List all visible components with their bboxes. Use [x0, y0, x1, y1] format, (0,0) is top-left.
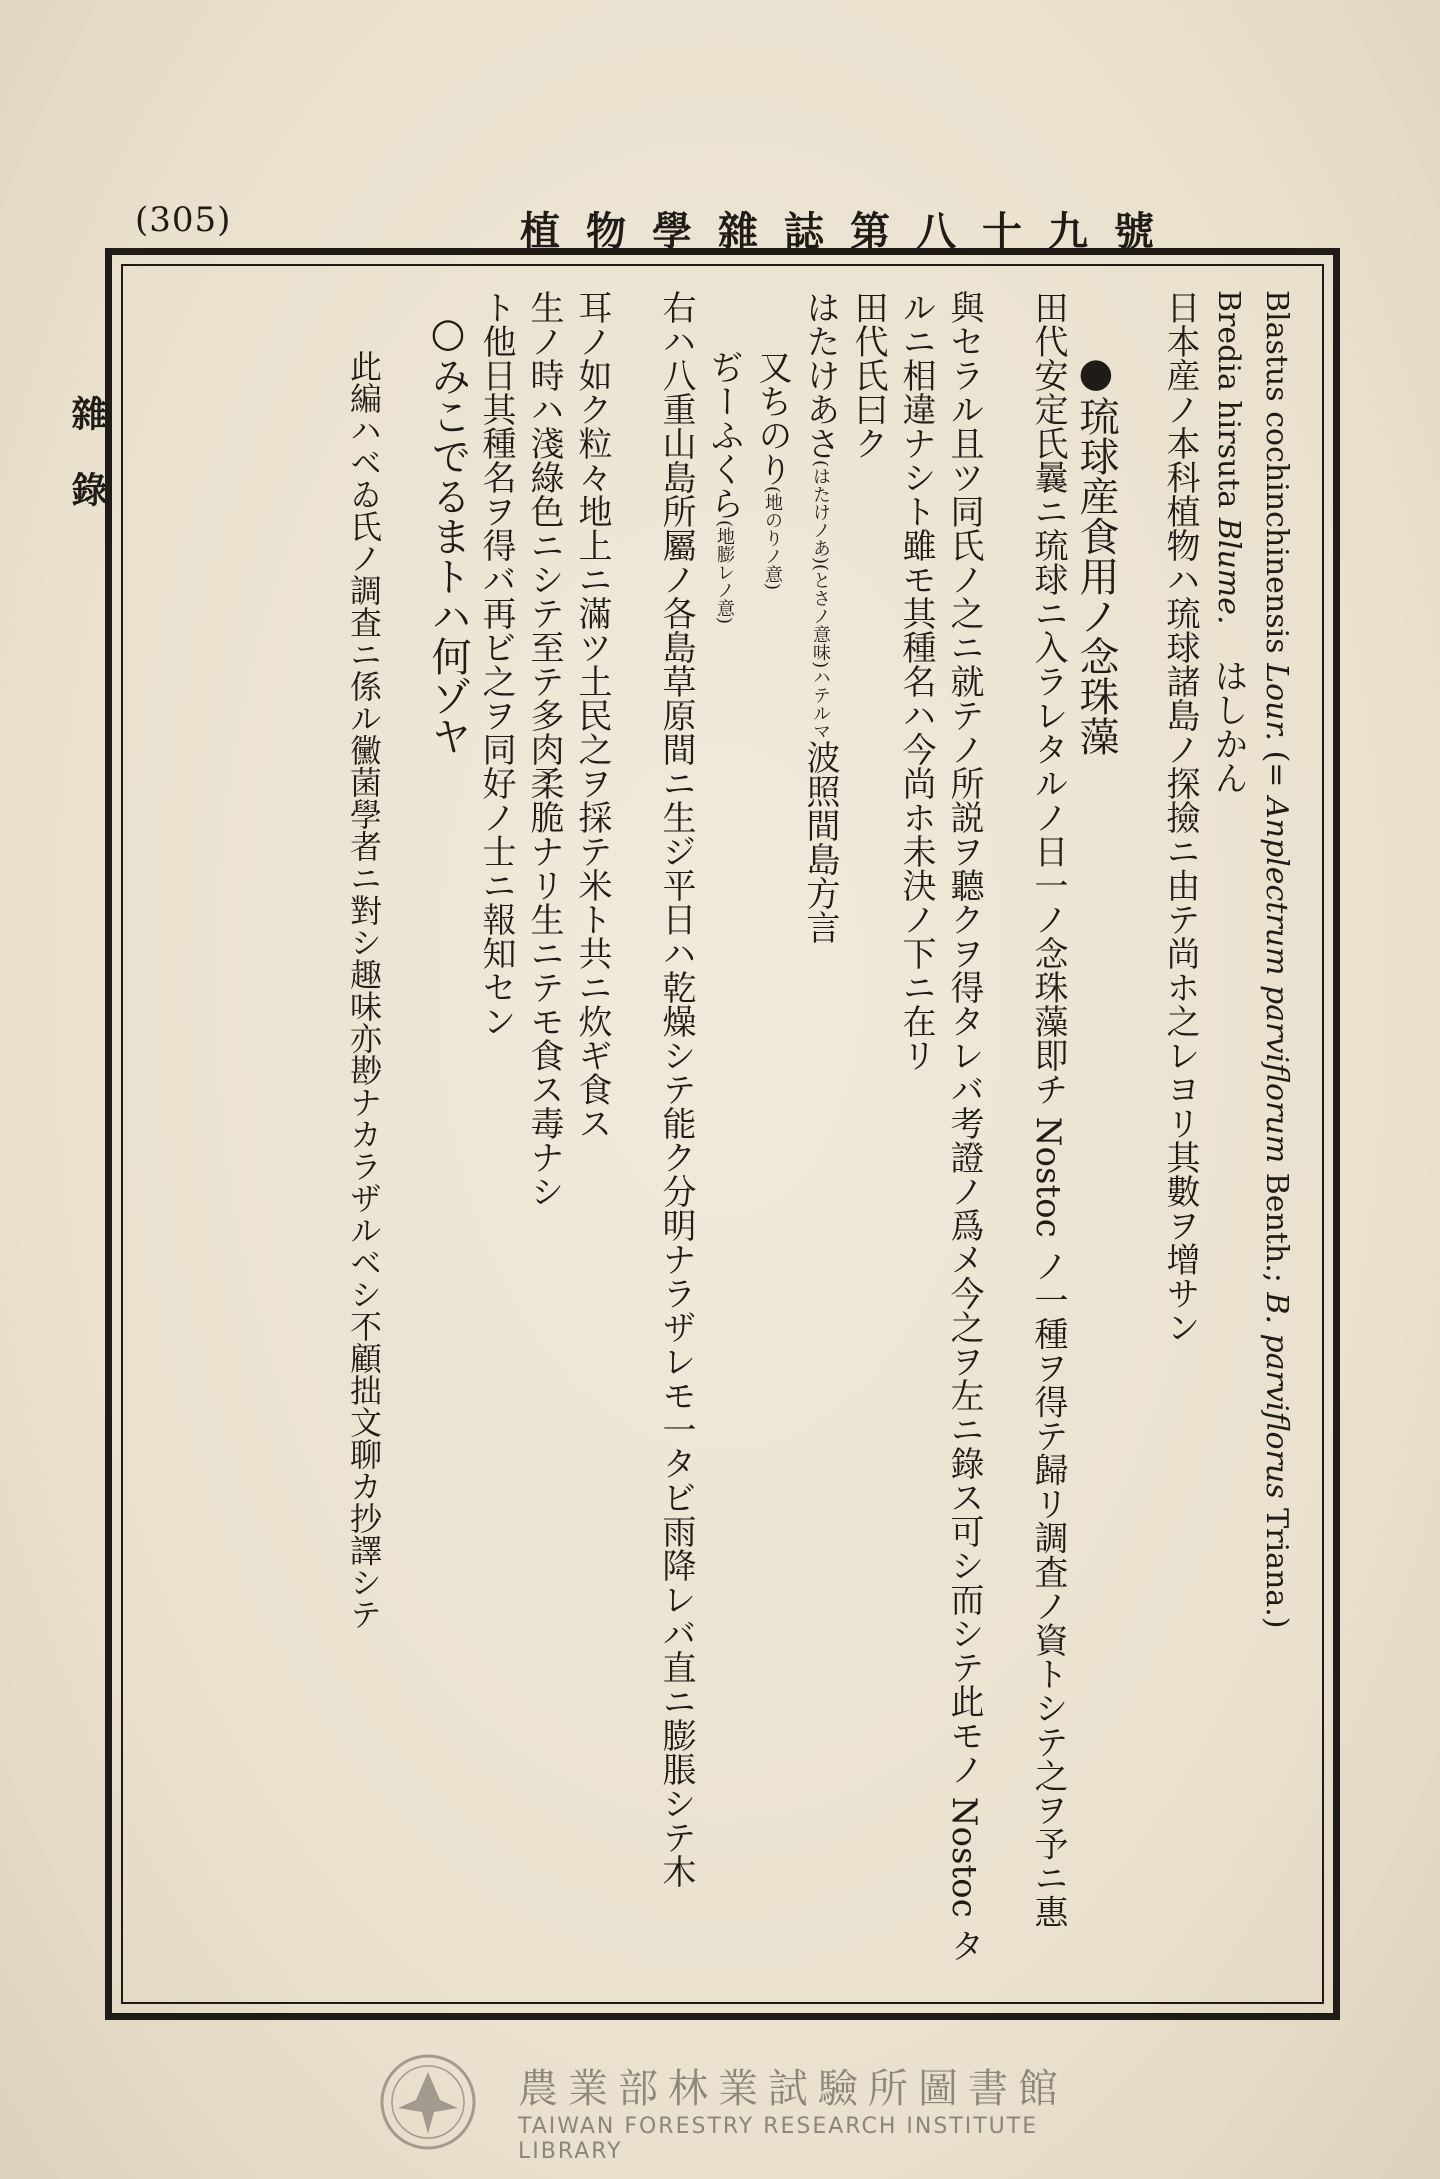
dialect-entry-hatakeasa: はたけあさ(はたけノあ)(とさノ意味)ハテルマ波照間島方言 [800, 290, 840, 945]
library-seal-icon [378, 2052, 478, 2152]
paragraph-line: 生ノ時ハ淺綠色ニシテ至テ多肉柔脆ナリ生ニテモ食ス毒ナシ [524, 290, 564, 1208]
journal-title: 植物學雜誌第八十九號 [520, 208, 1180, 255]
library-name-zh: 農業部林業試驗所圖書館 [518, 2066, 1068, 2112]
paragraph-line: ト他日其種名ヲ得バ再ビ之ヲ同好ノ士ニ報知セン [476, 290, 516, 1038]
body-text [140, 290, 1300, 1990]
paragraph-line: 耳ノ如ク粒々地上ニ滿ツ土民之ヲ採テ米ト共ニ炊ギ食ス [572, 290, 612, 1140]
paragraph-line: 此編ハベゐ氏ノ調査ニ係ル黴菌學者ニ對シ趣味亦尠ナカラザルベシ不顧拙文聊カ抄譯シテ [345, 350, 383, 1630]
paragraph-line: 日本産ノ本科植物ハ琉球諸島ノ探撿ニ由テ尚ホ之レヨリ其數ヲ增サン [1160, 290, 1200, 1344]
paragraph-line: ルニ相違ナシト雖モ其種名ハ今尚ホ未決ノ下ニ在リ [896, 290, 936, 1072]
library-stamp [378, 2052, 1098, 2162]
species-line-blastus: Blastus cochinchinensis Lour. (= Anplectrum parviflorum Benth.; B. parviflorus Triana.) [1259, 290, 1294, 1629]
section-mark: 雜錄 [66, 395, 108, 547]
paragraph-line: 田代氏曰ク [848, 290, 888, 460]
species-line-bredia: Bredia hirsuta Blume. はしかん [1208, 290, 1248, 795]
dialect-entry-jifukura: ぢーふくら(地膨レノ意) [704, 350, 744, 625]
article-title: ●琉球産食用ノ念珠藻 [1073, 350, 1119, 756]
page-header [130, 200, 1330, 255]
article-title: ○みこでるまトハ何ゾヤ [425, 310, 471, 756]
library-name-en: TAIWAN FORESTRY RESEARCH INSTITUTE LIBRARY [518, 2114, 1039, 2164]
dialect-entry-chinori: 又ちのり(地のりノ意) [752, 350, 792, 591]
paragraph-line: 與セラル且ツ同氏ノ之ニ就テノ所説ヲ聽クヲ得タレバ考證ノ爲メ今之ヲ左ニ錄ス可シ而シテ此モノ Nostoc タ [944, 290, 984, 1963]
paragraph-line: 右ハ八重山島所屬ノ各島草原間ニ生ジ平日ハ乾燥シテ能ク分明ナラザレモ一タビ雨降レバ直ニ膨脹シテ木 [656, 290, 696, 1888]
page-number: (305) [135, 200, 232, 240]
paragraph-line: 田代安定氏曩ニ琉球ニ入ラレタルノ日一ノ念珠藻即チ Nostoc ノ一種ヲ得テ歸リ調査ノ資トシテ之ヲ予ニ惠 [1028, 290, 1068, 1929]
